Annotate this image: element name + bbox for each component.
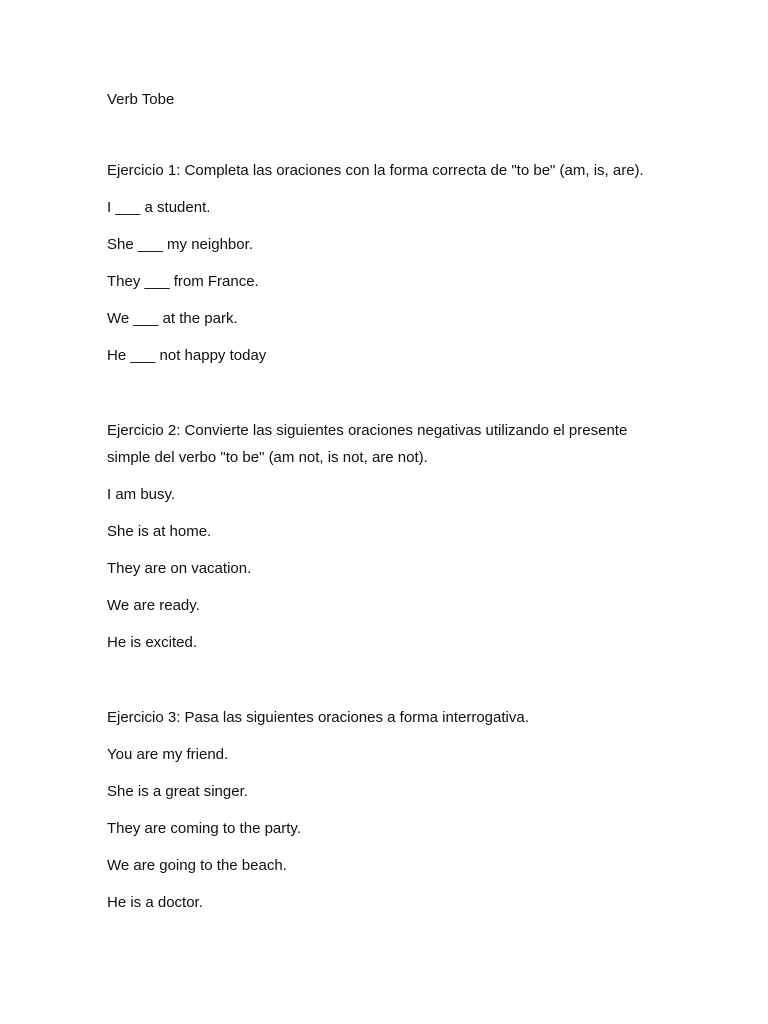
exercise-3-item-3: They are coming to the party. [107, 820, 301, 837]
exercise-2-item-4: We are ready. [107, 597, 200, 614]
exercise-2-item-1: I am busy. [107, 486, 176, 503]
exercise-1-item-5: He ___ not happy today [107, 347, 267, 364]
exercise-1-item-2: She ___ my neighbor. [107, 236, 253, 253]
exercise-1-item-4: We ___ at the park. [107, 310, 238, 327]
exercise-3 [107, 704, 667, 916]
exercise-3-item-4: We are going to the beach. [107, 857, 287, 874]
exercise-1-item-3: They ___ from France. [107, 273, 259, 290]
exercise-1-instruction: Ejercicio 1: Completa las oraciones con la forma correcta de "to be" (am, is, are). [107, 162, 644, 179]
exercise-2-item-3: They are on vacation. [107, 560, 252, 577]
document-content [107, 91, 667, 964]
exercise-3-item-5: He is a doctor. [107, 894, 203, 911]
exercise-2-instruction: Ejercicio 2: Convierte las siguientes oraciones negativas utilizando el presente simple del verbo "to be" (am not, is not, are not). [107, 422, 628, 466]
exercise-2-list [107, 481, 667, 656]
document-title: Verb Tobe [107, 91, 175, 108]
exercise-2-item-5: He is excited. [107, 634, 198, 651]
exercise-2 [107, 417, 667, 656]
exercise-3-item-1: You are my friend. [107, 746, 229, 763]
exercise-3-item-2: She is a great singer. [107, 783, 248, 800]
exercise-3-instruction: Ejercicio 3: Pasa las siguientes oraciones a forma interrogativa. [107, 709, 529, 726]
exercise-3-list [107, 741, 667, 916]
exercise-1 [107, 157, 667, 369]
exercise-1-item-1: I ___ a student. [107, 199, 211, 216]
exercise-1-list [107, 194, 667, 369]
exercise-2-item-2: She is at home. [107, 523, 212, 540]
